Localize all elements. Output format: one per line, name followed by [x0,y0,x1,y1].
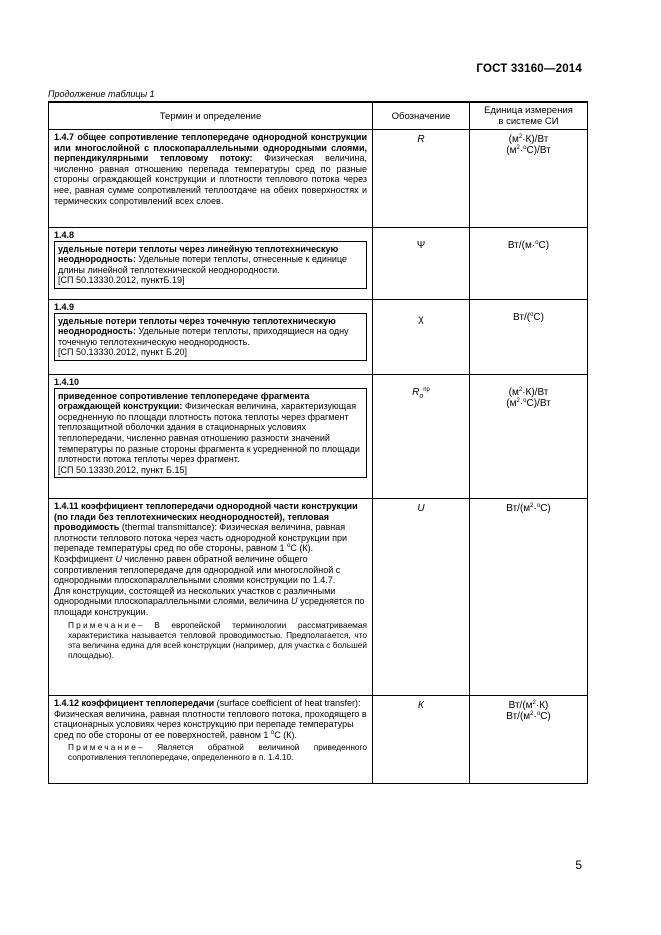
term-definition-end: С (К). [290,543,314,554]
table-header-row [49,102,588,130]
unit-sup: о [530,312,534,318]
unit-text: Вт/(м [506,711,531,722]
symbol-subscript: о [419,393,424,400]
table-continuation-caption: Продолжение таблицы 1 [48,89,155,99]
term-title: коэффициент теплопередачи [81,698,215,708]
term-paragraph: численно равен обратной величине общего сопротивления теплопередаче для однородной или многослойной с однородными плоскопараллельными слоями конструкции по 1.4.7. [54,553,341,586]
inline-symbol: U [291,596,298,607]
note-text: – Является обратной величиной приведенного сопротивления теплопередаче, определенного в п. 1.4.10. [68,742,367,763]
unit-text: (м [508,134,519,145]
unit-line [471,134,586,145]
header-unit-line2: в системе СИ [498,116,559,127]
unit-text: С) [540,711,551,722]
unit-text: · [519,398,524,409]
table-row [49,375,588,499]
table-row [49,228,588,300]
symbol-cell [373,130,470,228]
symbol-cell [373,300,470,375]
table-row [49,130,588,228]
unit-text: С) [540,503,551,514]
term-number: 1.4.12 [54,698,80,708]
header-unit-line1: Единица измерения [484,105,573,116]
unit-text: · [533,711,537,722]
term-title: коэффициент теплопередачи однородной части конструкции (по глади без теплотехнических неоднородностей), тепловая проводимость [54,501,358,533]
unit-text: (м [506,398,517,409]
unit-sup: 2 [530,711,534,717]
term-title: удельные потери теплоты через линейную теплотехническую неоднородность: [58,243,339,265]
term-note [54,742,367,762]
term-title: общее сопротивление теплопередаче однородной конструкции или многослойной с плоскопараллельными однородными слоями, перпендикулярными тепловому потоку: [54,132,367,164]
unit-line [471,711,586,722]
term-definition-box [54,241,367,289]
symbol-cell [373,499,470,696]
symbol: U [417,503,425,514]
term-1-4-11 [49,499,373,696]
unit-cell [470,375,588,499]
unit-text: Вт/( [513,312,531,323]
term-definition: Физическая величина, равная плотности теплового потока, проходящего в стационарных условиях через конструкцию при перепаде температуры сред по обе стороны от ее поверхностей, равном 1 [54,708,367,740]
term-1-4-7 [49,130,373,228]
term-number: 1.4.7 [54,132,75,142]
symbol: Ψ [416,240,426,251]
table-row [49,300,588,375]
unit-text: Вт/(м· [507,240,536,251]
unit-text: С) [538,240,550,251]
unit-sup: о [536,503,541,509]
term-definition-end: С (К). [274,729,297,740]
unit-sup: 2 [518,134,523,140]
unit-text: · [533,503,537,514]
page-number: 5 [575,858,582,872]
term-paragraph: усредняется по площади конструкции. [54,596,365,617]
unit-text: С)/Вт [526,145,551,156]
unit-line [471,398,586,409]
table-row [49,499,588,696]
terms-table [48,101,588,784]
unit-sup: о [535,240,539,246]
term-reference: [СП 50.13330.2012, пункт Б.15] [58,464,187,475]
term-definition-box [54,388,367,479]
symbol-cell [373,228,470,300]
term-paragraph: Коэффициент [54,553,113,564]
note-label: Примечание [68,619,139,630]
term-english: (surface coefficient of heat transfer): [216,698,361,708]
unit-cell [470,300,588,375]
unit-sup: 2 [530,503,534,509]
unit-text: Вт/(м [506,503,531,514]
note-label: Примечание [68,742,139,753]
unit-cell [470,130,588,228]
symbol: R [417,134,425,145]
term-note [54,620,367,660]
unit-text: ·К) [535,700,549,711]
term-title: удельные потери теплоты через точечную теплотехническую неоднородность: [58,315,336,337]
term-number: 1.4.11 [54,501,79,511]
unit-sup: о [523,398,527,404]
term-definition: Физическая величина, характеризующая осредненную по площади плотность потока теплоты через фрагмент теплозащитной оболочки здания в стационарных условиях теплопередачи, численно равная отношению разности значений температуры по разные стороны фрагмента к усредненной по площади плотности потока теплоты через фрагмент. [58,401,360,465]
unit-cell [470,499,588,696]
unit-text: · [519,145,524,156]
term-1-4-9 [49,300,373,375]
term-definition: Удельные потери теплоты, приходящиеся на одну точечную теплотехническую неоднородность. [58,326,349,347]
term-paragraph: Для конструкции, состоящей из нескольких участков с различными однородными плоскопараллельными слоями, величина [54,585,336,607]
unit-text: (м [506,145,517,156]
symbol: R [412,387,420,398]
inline-symbol: U [115,553,122,564]
term-english: (thermal transmittance): [121,522,217,533]
header-unit [470,102,588,130]
unit-line [471,145,586,156]
unit-sup: 2 [516,145,520,151]
header-term: Термин и определение [49,102,373,130]
unit-text: (м [508,387,519,398]
table-row [49,696,588,784]
unit-text: Вт/(м [508,700,533,711]
term-1-4-8 [49,228,373,300]
term-number: 1.4.8 [54,230,75,240]
unit-sup: о [536,711,541,717]
unit-sup: 2 [518,387,523,393]
term-reference: [СП 50.13330.2012, пункт Б.20] [58,347,187,358]
note-text: – В европейской терминологии рассматриваемая характеристика называется тепловой проводимостью. Предполагается, что эта величина едина для всей конструкции (например, для участка с большей площадью). [68,619,367,660]
unit-line [471,700,586,711]
unit-sup: 2 [516,398,520,404]
term-title: приведенное сопротивление теплопередаче фрагмента ограждающей конструкции: [58,390,310,412]
unit-text: С)/Вт [526,398,551,409]
symbol-cell [373,375,470,499]
unit-text: ·К)/Вт [522,387,549,398]
symbol-cell [373,696,470,784]
unit-text: ·К)/Вт [522,134,549,145]
unit-cell [470,696,588,784]
term-number: 1.4.9 [54,302,75,312]
term-reference: [СП 50.13330.2012, пунктБ.19] [58,275,185,286]
term-number: 1.4.10 [54,377,80,387]
term-definition-box [54,313,367,361]
term-definition: Физическая величина, численно равная отношению перепада температуры сред по разные стороны ограждающей конструкции и плотности теплового потока через нее, равная сумме сопротивлений теплоотдаче на обеих поверхностях и термических сопротивлений всех слоев. [54,153,367,206]
document-code: ГОСТ 33160—2014 [476,63,582,75]
unit-line [471,387,586,398]
symbol: К [418,700,424,711]
term-definition: Удельные потери теплоты, отнесенные к единице длины линейной теплотехнической неоднородности. [58,254,348,275]
unit-sup: 2 [532,700,536,706]
symbol: χ [418,314,424,325]
unit-cell [470,228,588,300]
symbol-superscript: пр [423,387,430,393]
term-1-4-10 [49,375,373,499]
degree-sup: о [287,543,291,550]
header-symbol: Обозначение [373,102,470,130]
degree-sup: о [270,729,275,736]
term-1-4-12 [49,696,373,784]
unit-text: С) [533,312,544,323]
term-definition: Физическая величина, равная плотности теплового потока через часть однородной конструкции при перепаде температуры сред по обе стороны, равном 1 [54,522,348,554]
unit-sup: о [523,145,527,151]
